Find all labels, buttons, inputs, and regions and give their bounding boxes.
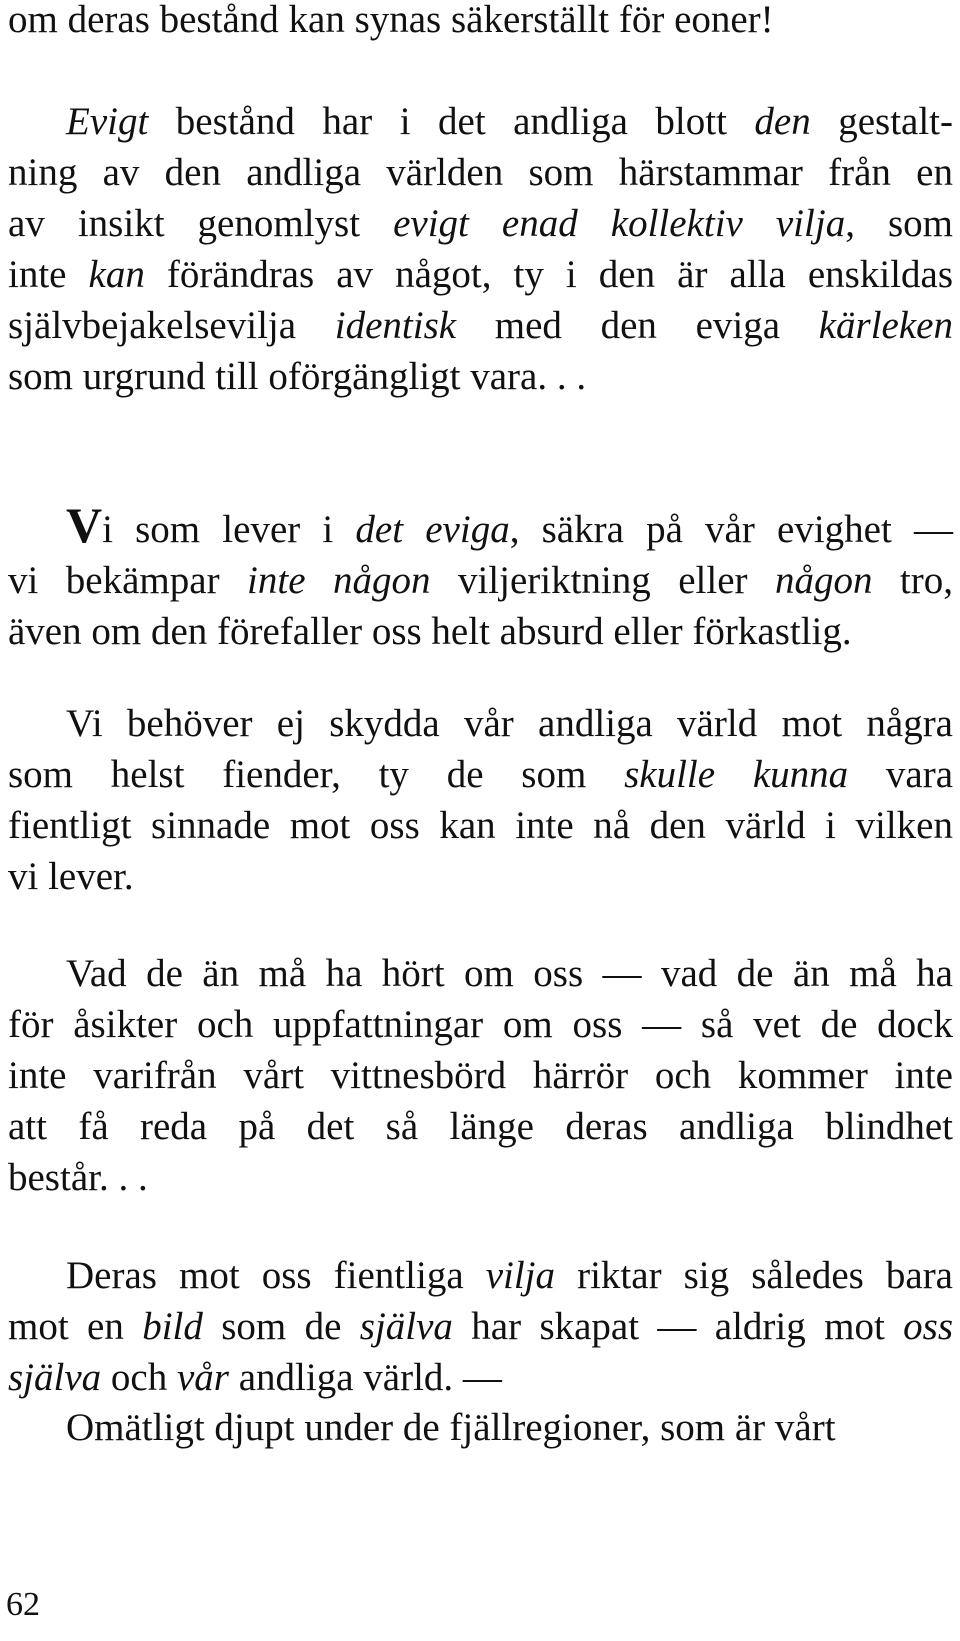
text-run: som urgrund till oförgängligt vara. . . bbox=[8, 355, 587, 398]
italic-text: bild bbox=[142, 1305, 203, 1348]
text-line bbox=[8, 698, 953, 749]
text-run: och bbox=[101, 1356, 177, 1399]
italic-text: skulle kunna bbox=[624, 753, 849, 796]
text-line bbox=[8, 1301, 953, 1352]
italic-text: kan bbox=[88, 253, 145, 296]
text-run: ning av den andliga världen som härstammar från en bbox=[8, 151, 953, 194]
text-line bbox=[8, 1250, 953, 1301]
text-run: Deras mot oss fientliga bbox=[66, 1254, 486, 1297]
text-run: Omätligt djupt under de fjällregioner, som är vårt bbox=[66, 1406, 836, 1449]
text-run: för åsikter och uppfattningar om oss — så vet de dock bbox=[8, 1003, 953, 1046]
italic-text: kärleken bbox=[818, 304, 953, 347]
text-line bbox=[8, 1101, 953, 1152]
paragraph-6 bbox=[8, 1402, 953, 1453]
text-line bbox=[8, 749, 953, 800]
italic-text: den bbox=[754, 100, 811, 143]
paragraph-5 bbox=[8, 1250, 953, 1403]
text-line bbox=[8, 0, 953, 45]
text-run: vi lever. bbox=[8, 855, 134, 898]
text-run: självbejakelsevilja bbox=[8, 304, 335, 347]
text-line bbox=[8, 96, 953, 147]
italic-text: det eviga bbox=[355, 508, 510, 551]
initial-letter: V bbox=[66, 497, 103, 553]
italic-text: själva bbox=[359, 1305, 453, 1348]
text-line bbox=[8, 300, 953, 351]
paragraph-4 bbox=[8, 948, 953, 1203]
italic-text: oss bbox=[903, 1305, 953, 1348]
text-run: inte varifrån vårt vittnesbörd härrör och kommer inte bbox=[8, 1054, 953, 1097]
italic-text: inte någon bbox=[247, 559, 431, 602]
text-line bbox=[8, 249, 953, 300]
text-run: Vad de än må ha hört om oss — vad de än må ha bbox=[66, 952, 953, 995]
text-run: består. . . bbox=[8, 1156, 148, 1199]
text-run: har skapat — aldrig mot bbox=[452, 1305, 904, 1348]
text-run: som de bbox=[202, 1305, 360, 1348]
text-run: med den eviga bbox=[456, 304, 819, 347]
text-run: vi bekämpar bbox=[8, 559, 248, 602]
paragraph-0 bbox=[8, 0, 953, 45]
text-line bbox=[8, 497, 953, 555]
text-run: andliga värld. — bbox=[228, 1356, 502, 1399]
paragraph-1 bbox=[8, 96, 953, 402]
text-line bbox=[8, 1050, 953, 1101]
text-line bbox=[8, 1152, 953, 1203]
text-line bbox=[8, 198, 953, 249]
text-run: av insikt genomlyst bbox=[8, 202, 394, 245]
text-run: Vi behöver ej skydda vår andliga värld mot några bbox=[66, 702, 953, 745]
italic-text: vår bbox=[176, 1356, 229, 1399]
text-run: riktar sig således bara bbox=[555, 1254, 953, 1297]
text-run: i som lever i bbox=[102, 508, 356, 551]
text-line bbox=[8, 351, 953, 402]
italic-text: Evigt bbox=[66, 100, 149, 143]
text-line bbox=[8, 999, 953, 1050]
paragraph-2 bbox=[8, 497, 954, 657]
text-run: bestånd har i det andliga blott bbox=[148, 100, 755, 143]
italic-text: evigt enad kollektiv vilja bbox=[393, 202, 846, 245]
text-run: som helst fiender, ty de som bbox=[8, 753, 625, 796]
text-run: även om den förefaller oss helt absurd eller förkastlig. bbox=[8, 610, 852, 653]
text-line bbox=[8, 948, 953, 999]
text-run: att få reda på det så länge deras andliga blindhet bbox=[8, 1105, 953, 1148]
italic-text: själva bbox=[8, 1356, 102, 1399]
text-line bbox=[8, 851, 953, 902]
text-run: vara bbox=[848, 753, 954, 796]
text-run: fientligt sinnade mot oss kan inte nå den värld i vilken bbox=[8, 804, 953, 847]
italic-text: identisk bbox=[334, 304, 457, 347]
italic-text: vilja bbox=[485, 1254, 556, 1297]
text-line bbox=[8, 1352, 953, 1403]
text-line bbox=[8, 147, 953, 198]
italic-text: någon bbox=[774, 559, 873, 602]
text-run: om deras bestånd kan synas säkerställt för eoner! bbox=[8, 0, 774, 41]
text-run: viljeriktning eller bbox=[430, 559, 775, 602]
text-line bbox=[8, 800, 953, 851]
text-run: , säkra på vår evighet — bbox=[509, 508, 953, 551]
text-run: , som bbox=[845, 202, 953, 245]
text-run: gestalt- bbox=[810, 100, 953, 143]
text-line bbox=[8, 555, 953, 606]
text-run: inte bbox=[8, 253, 89, 296]
text-run: mot en bbox=[8, 1305, 143, 1348]
text-line bbox=[8, 1402, 953, 1453]
text-line bbox=[8, 606, 953, 657]
paragraph-3 bbox=[8, 698, 953, 902]
page-number: 62 bbox=[6, 1586, 40, 1623]
text-run: tro, bbox=[872, 559, 954, 602]
text-run: förändras av något, ty i den är alla enskildas bbox=[144, 253, 954, 296]
